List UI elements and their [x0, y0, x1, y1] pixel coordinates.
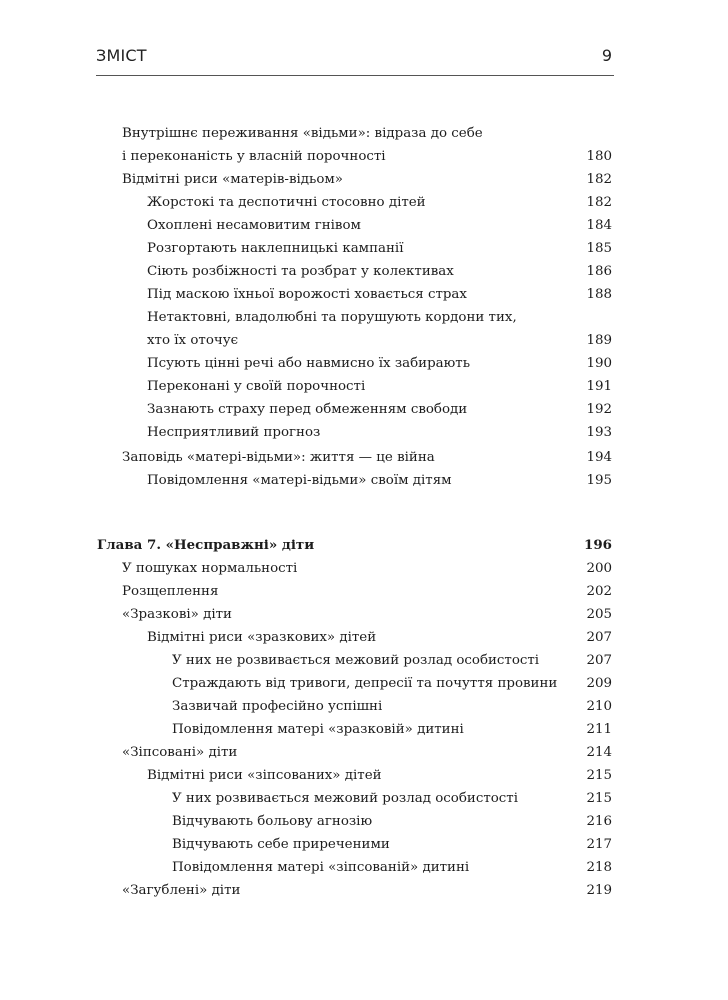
toc-entry-title: У пошуках нормальності — [122, 561, 298, 576]
toc-entry-title: Переконані у своїй порочності — [147, 379, 366, 394]
toc-entry — [0, 787, 728, 810]
toc-entry-title: Відчувають себе приреченими — [172, 837, 390, 852]
toc-entry-title: Нетактовні, владолюбні та порушують кордони тих, — [147, 310, 517, 325]
toc-entry — [0, 421, 728, 444]
toc-entry-title: Глава 7. «Несправжні» діти — [97, 537, 315, 553]
toc-entry-title: Повідомлення «матері-відьми» своїм дітям — [147, 473, 452, 488]
toc-entry-page: 182 — [586, 195, 612, 210]
toc-entry-title: і переконаність у власній порочності — [122, 149, 386, 164]
toc-entry-page: 194 — [586, 450, 612, 465]
toc-entry-page: 190 — [586, 356, 612, 371]
toc-entry-title: Охоплені несамовитим гнівом — [147, 218, 361, 233]
toc-entry-title: У них розвивається межовий розлад особистості — [172, 791, 518, 806]
toc-entry-page: 186 — [586, 264, 612, 279]
toc-entry-title: Відчувають больову агнозію — [172, 814, 373, 829]
toc-entry-page: 215 — [586, 768, 612, 783]
toc-entry-title: «Загублені» діти — [122, 883, 241, 898]
toc-entry — [0, 603, 728, 626]
toc-entry — [0, 122, 728, 145]
toc-entry — [0, 329, 728, 352]
toc-entry — [0, 469, 728, 492]
toc-entry — [0, 580, 728, 603]
toc-entry — [0, 446, 728, 469]
toc-entry-title: Під маскою їхньої ворожості ховається страх — [147, 287, 467, 302]
toc-entry-title: Розщеплення — [122, 584, 219, 599]
toc-entry — [0, 352, 728, 375]
toc-entry — [0, 810, 728, 833]
toc-entry-title: Несприятливий прогноз — [147, 425, 321, 440]
toc-entry — [0, 375, 728, 398]
toc-entry-page: 215 — [586, 791, 612, 806]
toc-entry-page: 210 — [586, 699, 612, 714]
toc-entry-page: 184 — [586, 218, 612, 233]
toc-entry-page: 207 — [586, 630, 612, 645]
toc-entry — [0, 672, 728, 695]
toc-entry-title: Зазнають страху перед обмеженням свободи — [147, 402, 468, 417]
toc-entry — [0, 649, 728, 672]
toc-entry-page: 218 — [586, 860, 612, 875]
toc-entry-page: 185 — [586, 241, 612, 256]
toc-entry-page: 191 — [586, 379, 612, 394]
toc-entry-page: 214 — [586, 745, 612, 760]
toc-entry-page: 207 — [586, 653, 612, 668]
toc-entry — [0, 145, 728, 168]
header-page-number: 9 — [601, 46, 612, 65]
toc-entry-page: 219 — [586, 883, 612, 898]
toc-entry — [0, 764, 728, 787]
toc-entry-page: 205 — [586, 607, 612, 622]
toc-entry-title: Відмітні риси «зразкових» дітей — [147, 630, 377, 645]
toc-entry-title: Зазвичай професійно успішні — [172, 699, 383, 714]
toc-entry — [0, 626, 728, 649]
header-title: ЗМІСТ — [96, 46, 147, 65]
toc-entry-title: Повідомлення матері «зіпсованій» дитині — [172, 860, 470, 875]
toc-entry-title: Відмітні риси «матерів-відьом» — [122, 172, 343, 187]
toc-entry-page: 209 — [586, 676, 612, 691]
toc-entry-page: 195 — [586, 473, 612, 488]
toc-entry — [0, 168, 728, 191]
toc-entry-title: Повідомлення матері «зразковій» дитині — [172, 722, 464, 737]
toc-entry-page: 217 — [586, 837, 612, 852]
toc-entry-title: Внутрішнє переживання «відьми»: відраза до себе — [122, 126, 483, 141]
toc-entry-page: 200 — [586, 561, 612, 576]
toc-entry — [0, 214, 728, 237]
toc-entry — [0, 833, 728, 856]
toc-entry-title: Розгортають наклепницькі кампанії — [147, 241, 404, 256]
toc-entry — [0, 557, 728, 580]
toc-entry-page: 202 — [586, 584, 612, 599]
toc-entry — [0, 879, 728, 902]
header-divider — [96, 75, 614, 76]
toc-entry — [0, 260, 728, 283]
toc-entry-title: хто їх оточує — [147, 333, 239, 348]
toc-entry-title: Псують цінні речі або навмисно їх забирають — [147, 356, 471, 371]
toc-entry-title: Страждають від тривоги, депресії та почуття провини — [172, 676, 558, 691]
toc-entry — [0, 718, 728, 741]
toc-entry-page: 216 — [586, 814, 612, 829]
toc-entry-page: 193 — [586, 425, 612, 440]
toc-entry-title: Відмітні риси «зіпсованих» дітей — [147, 768, 382, 783]
toc-entry-page: 180 — [586, 149, 612, 164]
toc-entry — [0, 398, 728, 421]
toc-entry-page: 189 — [586, 333, 612, 348]
toc-chapter-heading — [0, 534, 728, 557]
toc-entry — [0, 695, 728, 718]
toc-entry-title: Жорстокі та деспотичні стосовно дітей — [147, 195, 426, 210]
toc-entry-title: Заповідь «матері-відьми»: життя — це війна — [122, 450, 435, 465]
toc-entry — [0, 283, 728, 306]
toc-entry-title: «Зразкові» діти — [122, 607, 232, 622]
toc-entry — [0, 306, 728, 329]
toc-entry-page: 188 — [586, 287, 612, 302]
toc-entry — [0, 741, 728, 764]
toc-entry-page: 196 — [584, 537, 612, 553]
toc-entry — [0, 191, 728, 214]
toc-entry-title: У них не розвивається межовий розлад особистості — [172, 653, 540, 668]
running-header — [96, 40, 614, 70]
toc-entry — [0, 856, 728, 879]
toc-entry-title: «Зіпсовані» діти — [122, 745, 238, 760]
toc-entry-page: 192 — [586, 402, 612, 417]
toc-entry-page: 211 — [586, 722, 612, 737]
toc-entry — [0, 237, 728, 260]
toc-entry-title: Сіють розбіжності та розбрат у колективах — [147, 264, 454, 279]
toc-entry-page: 182 — [586, 172, 612, 187]
